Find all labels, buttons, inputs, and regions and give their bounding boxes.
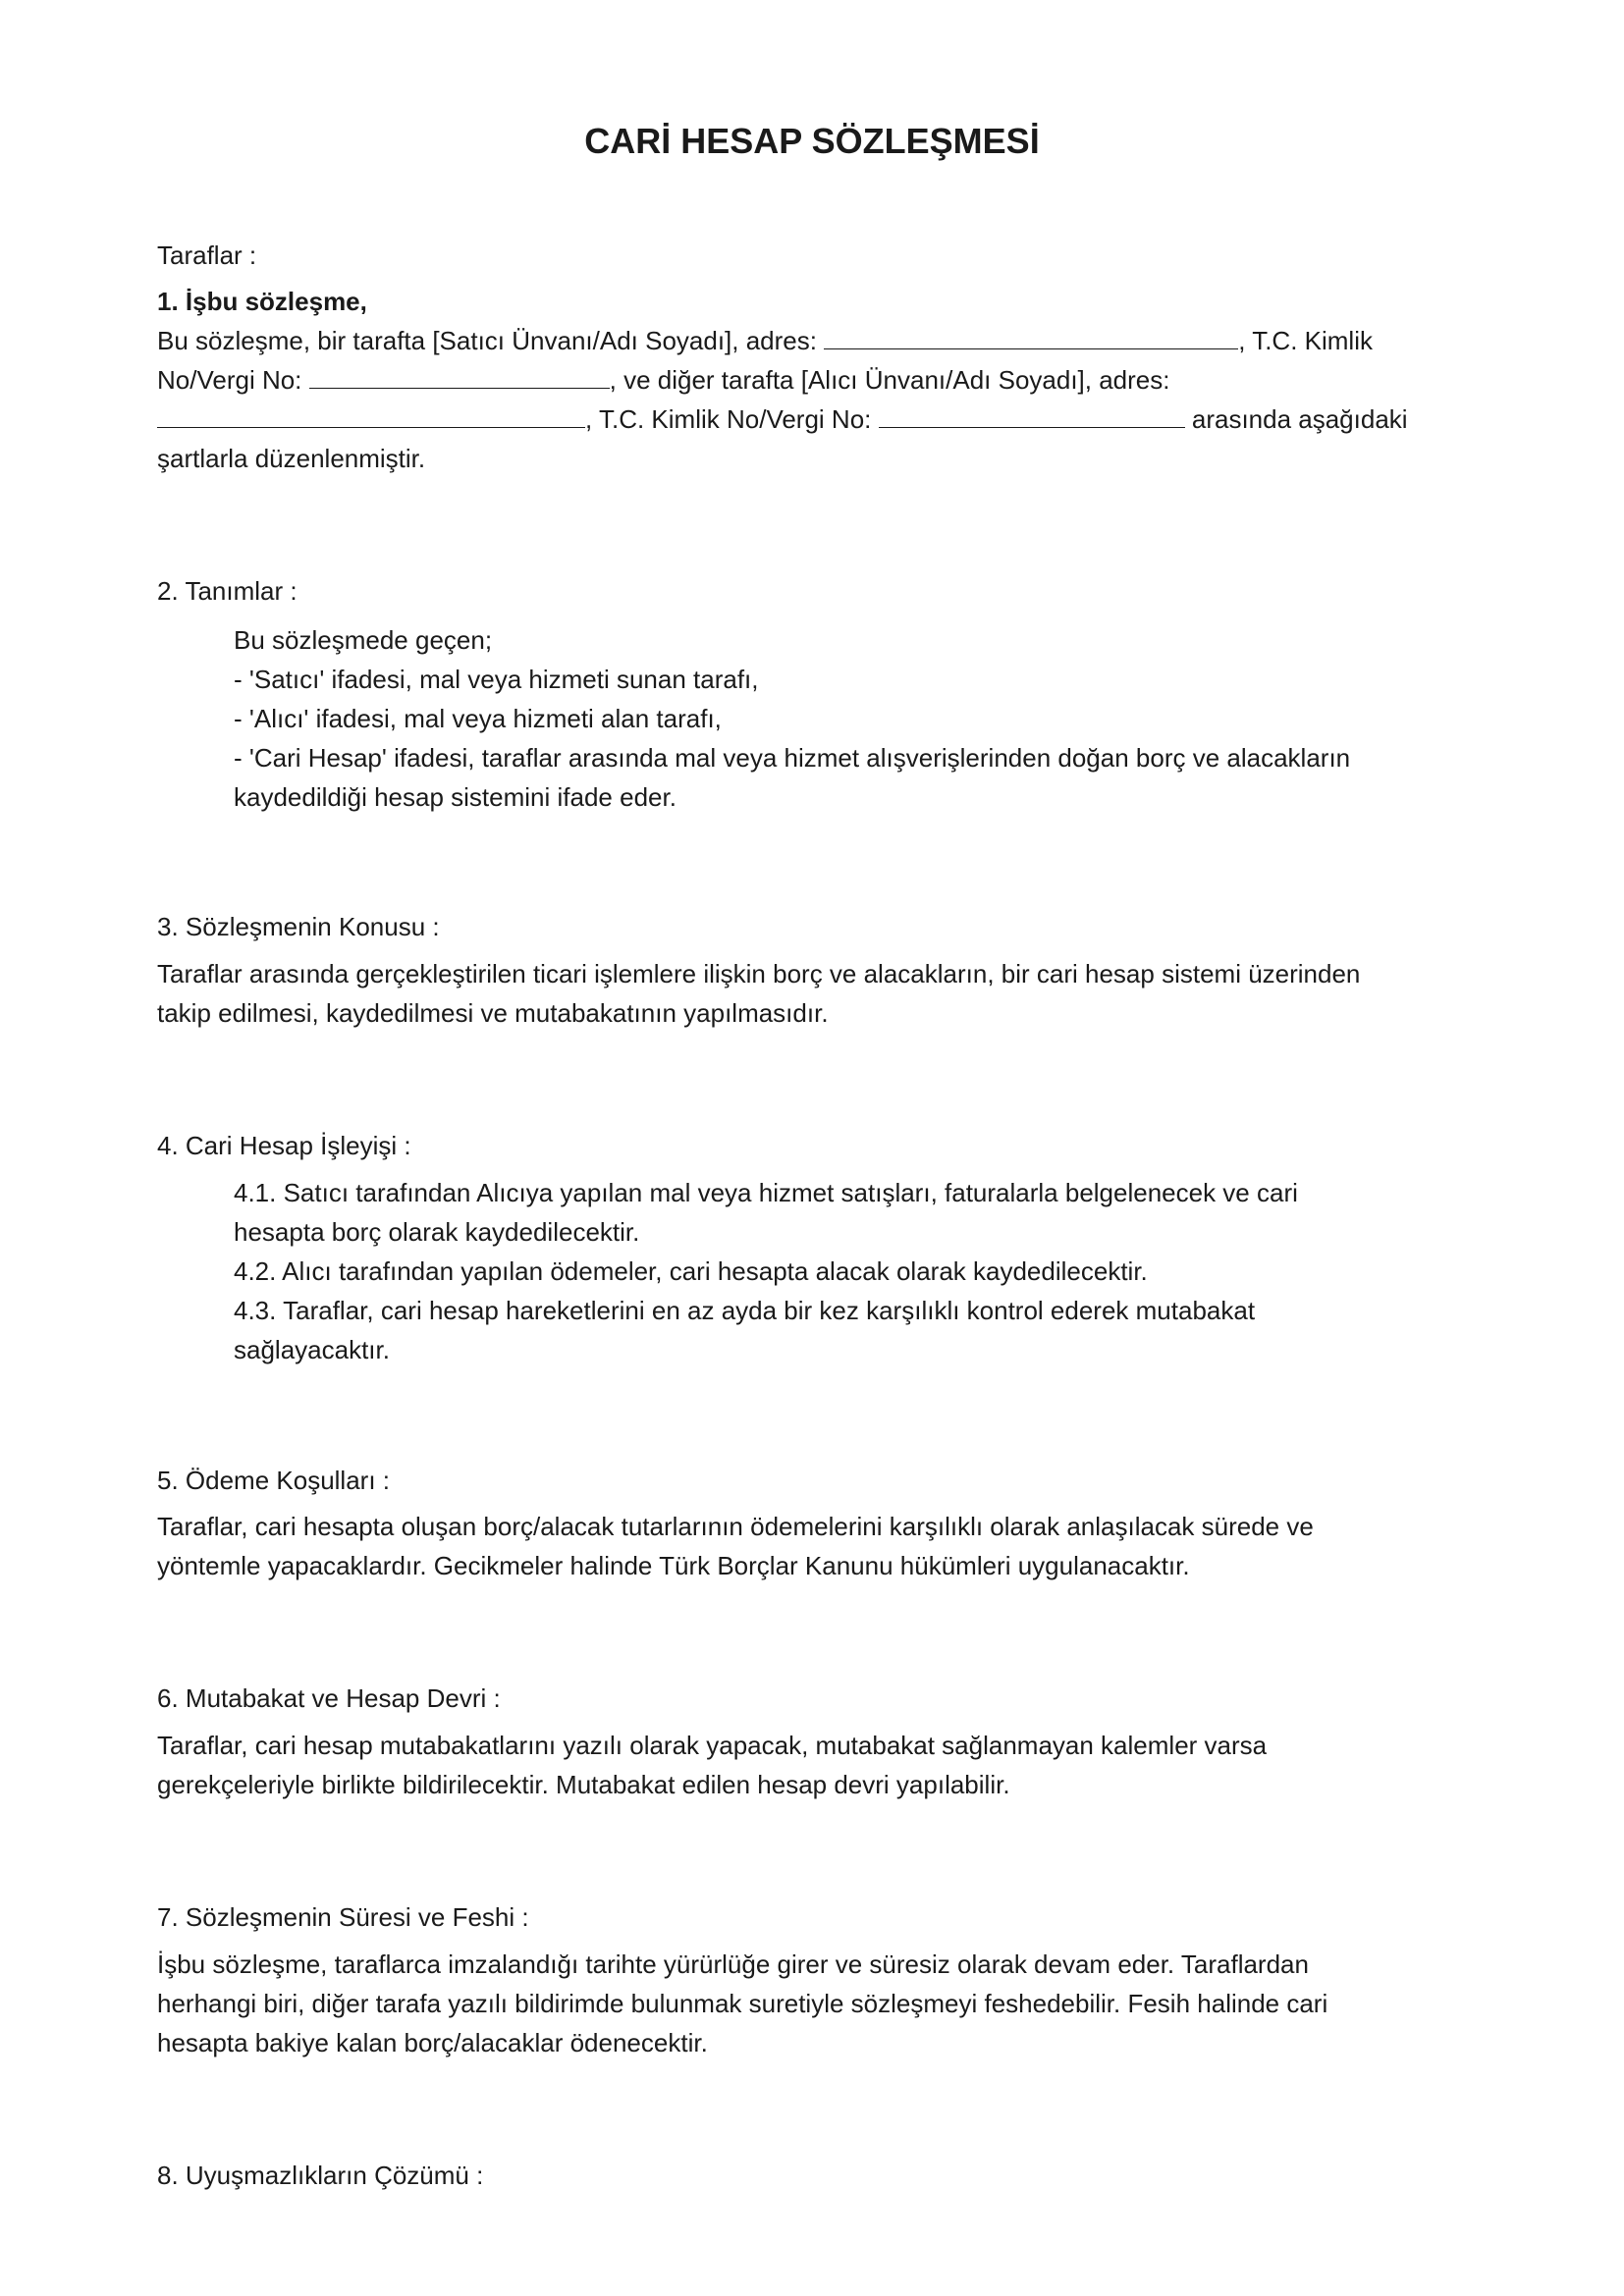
section-7-line: herhangi biri, diğer tarafa yazılı bildirimde bulunmak suretiyle sözleşmeyi feshedebilir. Fesih halinde cari	[157, 1989, 1328, 2018]
section-6-line: gerekçeleriyle birlikte bildirilecektir. Mutabakat edilen hesap devri yapılabilir.	[157, 1770, 1010, 1799]
section-5-line: yöntemle yapacaklardır. Gecikmeler halinde Türk Borçlar Kanunu hükümleri uygulanacaktır.	[157, 1551, 1190, 1580]
section-7-heading: 7. Sözleşmenin Süresi ve Feshi :	[157, 1902, 529, 1932]
section-6-line: Taraflar, cari hesap mutabakatlarını yazılı olarak yapacak, mutabakat sağlanmayan kalemler varsa	[157, 1731, 1268, 1760]
parties-line-3-mid: , T.C. Kimlik No/Vergi No:	[585, 404, 872, 434]
parties-line-4: şartlarla düzenlenmiştir.	[157, 444, 426, 473]
section-4-line: 4.3. Taraflar, cari hesap hareketlerini en az ayda bir kez karşılıklı kontrol ederek mutabakat	[234, 1296, 1256, 1325]
section-2-line: - 'Satıcı' ifadesi, mal veya hizmeti sunan tarafı,	[234, 665, 759, 694]
parties-line-2-start: No/Vergi No:	[157, 365, 302, 395]
section-4-line: hesapta borç olarak kaydedilecektir.	[234, 1217, 640, 1247]
parties-line-1-start: Bu sözleşme, bir tarafta [Satıcı Ünvanı/Adı Soyadı], adres:	[157, 326, 817, 355]
parties-line-3-end: arasında aşağıdaki	[1191, 404, 1408, 434]
parties-line-2	[157, 360, 1170, 400]
section-4-heading: 4. Cari Hesap İşleyişi :	[157, 1131, 411, 1160]
section-7-line: hesapta bakiye kalan borç/alacaklar ödenecektir.	[157, 2028, 708, 2057]
parties-label: Taraflar :	[157, 240, 257, 270]
section-8-heading: 8. Uyuşmazlıkların Çözümü :	[157, 2161, 484, 2190]
section-4-line: 4.2. Alıcı tarafından yapılan ödemeler, cari hesapta alacak olarak kaydedilecektir.	[234, 1256, 1148, 1286]
blank-buyer-tax-no	[879, 401, 1185, 428]
blank-seller-tax-no	[309, 362, 610, 389]
parties-line-1	[157, 321, 1373, 360]
section-3-heading: 3. Sözleşmenin Konusu :	[157, 912, 440, 941]
section-2-heading: 2. Tanımlar :	[157, 576, 298, 606]
section-3-line: Taraflar arasında gerçekleştirilen ticari işlemlere ilişkin borç ve alacakların, bir cari hesap sistemi üzerinden	[157, 959, 1361, 988]
section-2-line: kaydedildiği hesap sistemini ifade eder.	[234, 782, 677, 812]
section-2-line: - 'Alıcı' ifadesi, mal veya hizmeti alan tarafı,	[234, 704, 722, 733]
parties-item-head: 1. İşbu sözleşme,	[157, 287, 367, 316]
document-title: CARİ HESAP SÖZLEŞMESİ	[584, 121, 1040, 161]
section-2-line: - 'Cari Hesap' ifadesi, taraflar arasında mal veya hizmet alışverişlerinden doğan borç ve alacakların	[234, 743, 1351, 773]
section-5-line: Taraflar, cari hesapta oluşan borç/alacak tutarlarının ödemelerini karşılıklı olarak anlaşılacak sürede ve	[157, 1512, 1314, 1541]
blank-buyer-address	[157, 401, 585, 428]
blank-seller-address	[824, 323, 1238, 349]
section-5-heading: 5. Ödeme Koşulları :	[157, 1466, 390, 1495]
section-4-line: sağlayacaktır.	[234, 1335, 390, 1364]
section-3-line: takip edilmesi, kaydedilmesi ve mutabakatının yapılmasıdır.	[157, 998, 829, 1028]
section-4-line: 4.1. Satıcı tarafından Alıcıya yapılan mal veya hizmet satışları, faturalarla belgelenecek ve cari	[234, 1178, 1298, 1207]
parties-line-2-end: , ve diğer tarafta [Alıcı Ünvanı/Adı Soyadı], adres:	[609, 365, 1170, 395]
section-7-line: İşbu sözleşme, taraflarca imzalandığı tarihte yürürlüğe girer ve süresiz olarak devam eder. Taraflardan	[157, 1949, 1309, 1979]
section-2-line: Bu sözleşmede geçen;	[234, 625, 493, 655]
parties-line-1-end: , T.C. Kimlik	[1238, 326, 1373, 355]
section-6-heading: 6. Mutabakat ve Hesap Devri :	[157, 1683, 501, 1713]
parties-line-3	[157, 400, 1408, 439]
